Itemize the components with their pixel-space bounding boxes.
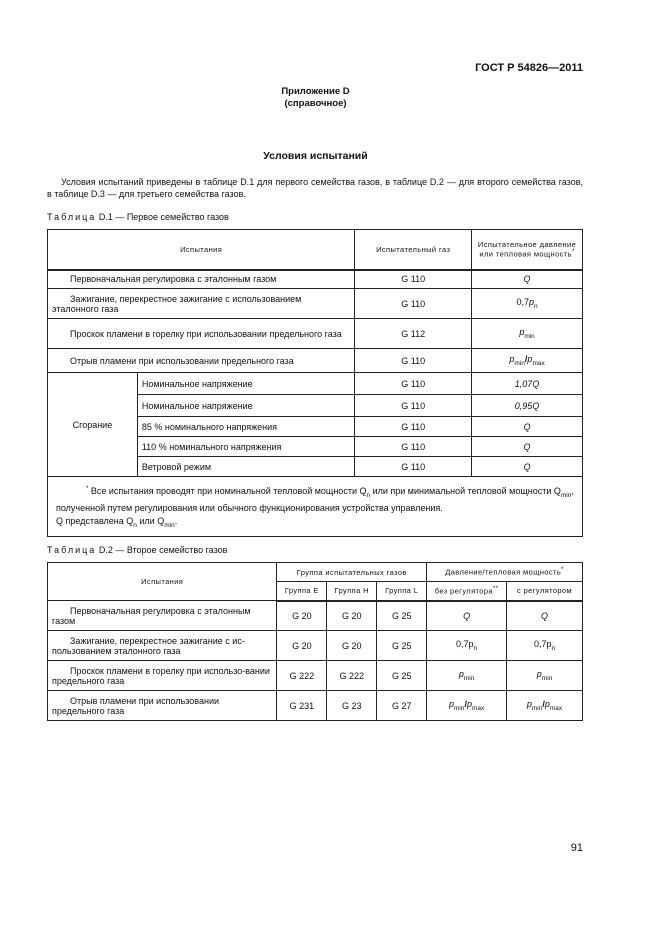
table1-gas: G 110 — [355, 395, 472, 417]
intro-paragraph: Условия испытаний приведены в таблице D.1 для первого семейства газов, в таблице D.2 — для второго семейства газов, в таблице D.3 — для третьего семейства газов. — [47, 177, 583, 199]
table1-header-row — [48, 230, 583, 270]
table2-header-pressure: Давление/тепловая мощность* — [427, 563, 583, 582]
table-row — [48, 373, 583, 395]
table1-value: $p_{min}$ — [472, 319, 583, 349]
table1-value: 1,07Q — [472, 373, 583, 395]
table2-l: G 27 — [377, 691, 427, 721]
table1-value: Q — [472, 417, 583, 437]
combustion-sub: 110 % номинального напряжения — [137, 437, 354, 457]
table2-header-with-regulator: с регулятором — [507, 582, 583, 601]
table2-v1: $p_{min}/p_{max}$ — [427, 691, 507, 721]
appendix-title: Приложение D — [281, 86, 350, 97]
table1-header-tests: Испытания — [48, 230, 355, 270]
table1-value: $p_{min}/p_{max}$ — [472, 349, 583, 373]
table2-e: G 222 — [277, 661, 327, 691]
table2-e: G 20 — [277, 601, 327, 631]
table2-test: Зажигание, перекрестное зажигание с ис-пользованием эталонного газа — [48, 631, 277, 661]
table2-v2: $0,7p_n$ — [507, 631, 583, 661]
table2-v1: Q — [427, 601, 507, 631]
table2-v2: $p_{min}/p_{max}$ — [507, 691, 583, 721]
table2-h: G 23 — [327, 691, 377, 721]
table2-header-group-l: Группа L — [377, 582, 427, 601]
combustion-sub: Номинальное напряжение — [137, 373, 354, 395]
table-row — [48, 631, 583, 661]
table2-test: Первоначальная регулировка с эталонным газом — [48, 601, 277, 631]
table1-gas: G 110 — [355, 349, 472, 373]
table-row — [48, 270, 583, 289]
appendix-heading — [0, 86, 661, 110]
table2-h: G 20 — [327, 631, 377, 661]
standard-number: ГОСТ Р 54826—2011 — [475, 62, 583, 74]
table2-header-row — [48, 563, 583, 582]
table1-header-gas: Испытательный газ — [355, 230, 472, 270]
combustion-sub: Номинальное напряжение — [137, 395, 354, 417]
table2-v1: $p_{min}$ — [427, 661, 507, 691]
table-row — [48, 319, 583, 349]
table1-gas: G 110 — [355, 289, 472, 319]
table2-header-group-h: Группа H — [327, 582, 377, 601]
table1-gas: G 110 — [355, 457, 472, 477]
table-row — [48, 661, 583, 691]
combustion-sub: 85 % номинального напряжения — [137, 417, 354, 437]
table2-header-no-regulator: без регулятора** — [427, 582, 507, 601]
combustion-label: Сгорание — [48, 373, 138, 477]
table2-l: G 25 — [377, 631, 427, 661]
table1-test: Зажигание, перекрестное зажигание с использованием эталонного газа — [48, 289, 355, 319]
table1-value: $0,7p_n$ — [472, 289, 583, 319]
table1-test: Проскок пламени в горелку при использовании предельного газа — [48, 319, 355, 349]
table2-header-tests: Испытания — [48, 563, 277, 601]
table2-h: G 20 — [327, 601, 377, 631]
page-number: 91 — [570, 842, 583, 854]
table2-header-group: Группа испытательных газов — [277, 563, 427, 582]
table1-value: Q — [472, 437, 583, 457]
table2-l: G 25 — [377, 661, 427, 691]
table2-v2: $p_{min}$ — [507, 661, 583, 691]
table2-e: G 231 — [277, 691, 327, 721]
table2-h: G 222 — [327, 661, 377, 691]
table-d1 — [47, 229, 583, 537]
table1-caption: Таблица D.1 — Первое семейство газов — [47, 212, 229, 222]
table1-gas: G 110 — [355, 437, 472, 457]
table-row — [48, 349, 583, 373]
table1-footnote-row — [48, 477, 583, 537]
table2-v2: Q — [507, 601, 583, 631]
table-row — [48, 289, 583, 319]
table1-footnote: * Все испытания проводят при номинальной тепловой мощности $Q_n$ или при минимальной тепловой мощности $Q_{min}$, полученной путем регулирования или обычного функционирования устройства управления. Q представлена $Q_n$ или $Q_{min}$. — [48, 477, 583, 537]
table1-gas: G 110 — [355, 373, 472, 395]
table1-test: Отрыв пламени при использовании предельного газа — [48, 349, 355, 373]
table1-gas: G 110 — [355, 270, 472, 289]
table-d2 — [47, 562, 583, 721]
table2-test: Проскок пламени в горелку при использо-вании предельного газа — [48, 661, 277, 691]
table2-l: G 25 — [377, 601, 427, 631]
table2-caption: Таблица D.2 — Второе семейство газов — [47, 545, 228, 555]
table1-gas: G 112 — [355, 319, 472, 349]
table-row — [48, 691, 583, 721]
table1-gas: G 110 — [355, 417, 472, 437]
table2-header-group-e: Группа E — [277, 582, 327, 601]
table1-value: Q — [472, 270, 583, 289]
table2-e: G 20 — [277, 631, 327, 661]
table1-value: Q — [472, 457, 583, 477]
table1-test: Первоначальная регулировка с эталонным газом — [48, 270, 355, 289]
section-title: Условия испытаний — [263, 150, 368, 162]
table1-value: 0,95Q — [472, 395, 583, 417]
table1-header-pressure: Испытательное давление или тепловая мощность* — [472, 230, 583, 270]
table2-v1: $0,7p_n$ — [427, 631, 507, 661]
table-row — [48, 601, 583, 631]
table2-test: Отрыв пламени при использовании предельного газа — [48, 691, 277, 721]
combustion-sub: Ветровой режим — [137, 457, 354, 477]
appendix-type: (справочное) — [284, 98, 347, 109]
